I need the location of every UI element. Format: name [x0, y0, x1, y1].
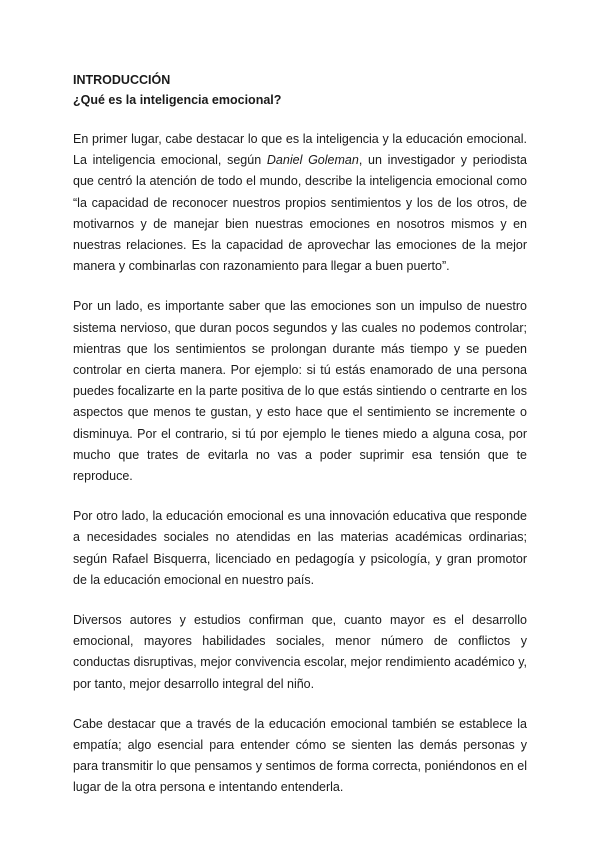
section-subtitle: ¿Qué es la inteligencia emocional?	[73, 93, 282, 107]
paragraph-definition-end: , un investigador y periodista que centró la atención de todo el mundo, describe la inteligencia emocional como “la capacidad de reconocer nuestros propios sentimientos y los de los otros, de motivarnos y de manejar bien nuestras emociones en nosotros mismos y en nuestras relaciones. Es la capacidad de aprovechar las emociones de la mejor manera y combinarlas con razonamiento para llegar a buen puerto”.	[73, 153, 527, 274]
paragraph-studies: Diversos autores y estudios confirman que, cuanto mayor es el desarrollo emocional, mayores habilidades sociales, menor número de conflictos y conductas disruptivas, mejor convivencia escolar, mejor rendimiento académico y, por tanto, mejor desarrollo integral del niño.	[73, 613, 527, 691]
paragraph-education: Por otro lado, la educación emocional es una innovación educativa que responde a necesidades sociales no atendidas en las materias académicas ordinarias; según Rafael Bisquerra, licenciado en pedagogía y psicología, y gran promotor de la educación emocional en nuestro país.	[73, 509, 527, 587]
paragraph-definition	[73, 129, 527, 277]
paragraph-definition-start: En primer lugar, cabe destacar lo que es la inteligencia y la educación emocional. La inteligencia emocional, según	[73, 132, 527, 168]
document-body	[73, 70, 527, 799]
section-title: INTRODUCCIÓN	[73, 73, 171, 87]
author-name: Daniel Goleman	[266, 153, 359, 168]
paragraph-empathy: Cabe destacar que a través de la educación emocional también se establece la empatía; algo esencial para entender cómo se sienten las demás personas y para transmitir lo que pensamos y sentimos de forma correcta, poniéndonos en el lugar de la otra persona e intentando entenderla.	[73, 716, 527, 795]
paragraph-emotions: Por un lado, es importante saber que las emociones son un impulso de nuestro sistema nervioso, que duran pocos segundos y las cuales no podemos controlar; mientras que los sentimientos se prolongan durante más tiempo y se pueden controlar en cierta manera. Por ejemplo: si tú estás enamorado de una persona puedes focalizarte en la parte positiva de lo que estás sintiendo o centrarte en los aspectos que menos te gustan, y esto hace que el sentimiento se incremente o disminuya. Por el contrario, si tú por ejemplo le tienes miedo a alguna cosa, por mucho que trates de evitarla no vas a poder suprimir esa tensión que te reproduce.	[73, 299, 527, 484]
